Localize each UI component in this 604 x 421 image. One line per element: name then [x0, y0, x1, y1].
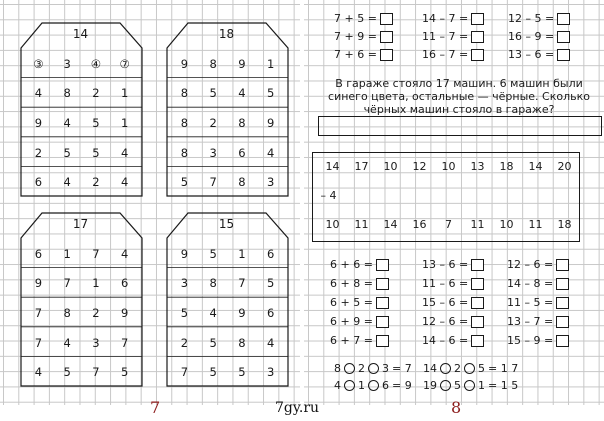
table-cell: 14 — [383, 218, 398, 231]
house-cell: 5 — [209, 365, 217, 380]
table-cell: 10 — [441, 160, 456, 173]
comparison-number: 19 — [423, 379, 437, 392]
answer-box[interactable] — [557, 31, 570, 43]
house-cell: 3 — [209, 145, 217, 160]
equation — [330, 277, 389, 290]
equation — [507, 277, 569, 290]
house-cell: 8 — [209, 276, 217, 291]
table-cell: 11 — [470, 218, 485, 231]
answer-box[interactable] — [376, 297, 389, 309]
equation — [507, 296, 569, 309]
house-number-grid — [170, 49, 285, 197]
house-cell: 7 — [209, 175, 217, 190]
house-cell: 7 — [34, 305, 43, 320]
page-number-right: 8 — [451, 398, 462, 417]
house-cell: 7 — [120, 335, 129, 350]
equation-text: 7 + 6 = — [334, 48, 377, 61]
comparison-row — [334, 379, 412, 392]
house-cell: 8 — [238, 115, 246, 130]
answer-box[interactable] — [471, 297, 484, 309]
house-cell: 5 — [120, 365, 129, 380]
comparison-number: 1 — [478, 379, 485, 392]
equation-text: 13 – 7 = — [507, 315, 554, 328]
house-cell: 5 — [209, 335, 217, 350]
answer-box[interactable] — [376, 278, 389, 290]
comparison-row — [423, 362, 518, 375]
answer-box[interactable] — [380, 49, 393, 61]
house-cell: 9 — [34, 115, 43, 130]
house-cell: 7 — [180, 365, 189, 380]
comparison-number: = 1 5 — [488, 379, 519, 392]
equation-text: 14 – 6 = — [422, 334, 469, 347]
table-cell: 20 — [557, 160, 572, 173]
house-cell: 2 — [209, 115, 217, 130]
answer-box[interactable] — [376, 316, 389, 328]
equation-text: 13 – 6 = — [508, 48, 555, 61]
house-cell: 1 — [238, 246, 246, 261]
house-cell: 5 — [92, 115, 100, 130]
comparison-number: 1 — [358, 379, 365, 392]
equation — [507, 315, 569, 328]
table-cell: 7 — [445, 218, 452, 231]
house-cell: 9 — [266, 115, 275, 130]
house-cell: 1 — [266, 56, 275, 71]
answer-box[interactable] — [556, 297, 569, 309]
house-roof-number: 18 — [218, 27, 235, 41]
page-number-left: 7 — [150, 398, 161, 417]
house-cell: 4 — [238, 86, 246, 101]
answer-box[interactable] — [380, 13, 393, 25]
house-cell: 8 — [180, 115, 189, 130]
comparison-number: 5 — [454, 379, 461, 392]
house-cell: 5 — [266, 86, 275, 101]
answer-box[interactable] — [557, 13, 570, 25]
house-cell: 6 — [120, 276, 129, 291]
house-number-grid — [170, 239, 285, 387]
equation-text: 16 – 9 = — [508, 30, 555, 43]
table-cell: 14 — [528, 160, 543, 173]
answer-box[interactable] — [471, 49, 484, 61]
equation-text: 12 – 6 = — [422, 315, 469, 328]
equation-text: 6 + 6 = — [330, 258, 373, 271]
house-cell: 4 — [266, 145, 275, 160]
house-cell: 8 — [63, 305, 71, 320]
house-cell: 7 — [92, 246, 100, 261]
equation-text: 11 – 5 = — [507, 296, 554, 309]
equation — [422, 334, 484, 347]
table-row — [318, 218, 579, 231]
comparison-number: 2 — [358, 362, 365, 375]
equation-text: 11 – 7 = — [422, 30, 469, 43]
equation — [422, 296, 484, 309]
house-cell: ④ — [90, 56, 102, 71]
house-cell: 7 — [63, 276, 71, 291]
house-cell: 9 — [180, 56, 189, 71]
sign-circle[interactable] — [368, 363, 379, 374]
answer-box[interactable] — [556, 316, 569, 328]
equation-text: 6 + 9 = — [330, 315, 373, 328]
sign-circle[interactable] — [440, 363, 451, 374]
house-roof-number: 14 — [72, 27, 89, 41]
table-cell: 10 — [383, 160, 398, 173]
house-cell: 5 — [209, 246, 217, 261]
house-cell: 9 — [238, 305, 246, 320]
comparison-row — [423, 379, 518, 392]
house-number-grid — [24, 239, 139, 387]
equation — [422, 315, 484, 328]
house-cell: 1 — [120, 115, 129, 130]
house-cell: 5 — [238, 365, 246, 380]
table-cell: 11 — [354, 218, 369, 231]
house-cell: 5 — [209, 86, 217, 101]
equation — [330, 315, 389, 328]
sign-circle[interactable] — [464, 380, 475, 391]
answer-box[interactable] — [471, 31, 484, 43]
comparison-number: 4 — [334, 379, 341, 392]
equation-text: 12 – 6 = — [507, 258, 554, 271]
site-watermark: 7gy.ru — [275, 400, 320, 416]
house-cell: 5 — [266, 276, 275, 291]
answer-box[interactable] — [376, 259, 389, 271]
house-cell: 9 — [34, 276, 43, 291]
house-cell: 3 — [266, 175, 275, 190]
house-cell: ③ — [33, 56, 44, 71]
sign-circle[interactable] — [440, 380, 451, 391]
word-problem-text: В гараже стояло 17 машин. 6 машин были синего цвета, остальные — чёрные. Сколько чёрных машин стояло в гараже? — [328, 77, 590, 116]
equation — [334, 12, 393, 25]
equation — [422, 12, 484, 25]
house-cell: 3 — [180, 276, 189, 291]
equation — [422, 30, 484, 43]
house-cell: 8 — [209, 56, 217, 71]
table-cell: 10 — [499, 218, 514, 231]
house-cell: 6 — [266, 305, 275, 320]
equation — [334, 30, 393, 43]
sign-circle[interactable] — [368, 380, 379, 391]
equation-text: 15 – 9 = — [507, 334, 554, 347]
equation-text: 12 – 5 = — [508, 12, 555, 25]
house-cell: 4 — [120, 175, 129, 190]
comparison-number: 3 — [382, 362, 389, 375]
house-cell: 5 — [180, 175, 189, 190]
equation-text: 6 + 5 = — [330, 296, 373, 309]
house-cell: 4 — [63, 175, 71, 190]
equation — [422, 258, 484, 271]
house-cell: 7 — [238, 276, 246, 291]
table-cell: 14 — [325, 160, 340, 173]
answer-box[interactable] — [471, 13, 484, 25]
house-cell: 1 — [63, 246, 71, 261]
house-cell: 4 — [209, 305, 217, 320]
table-row — [314, 189, 343, 202]
house-cell: 4 — [63, 335, 71, 350]
house-cell: 2 — [92, 305, 100, 320]
house-cell: 8 — [238, 175, 246, 190]
answer-box[interactable] — [471, 278, 484, 290]
table-cell: 13 — [470, 160, 485, 173]
equation — [508, 12, 570, 25]
answer-field[interactable] — [318, 116, 602, 136]
equation-text: 14 – 8 = — [507, 277, 554, 290]
house-cell: 2 — [92, 175, 100, 190]
equation-text: 13 – 6 = — [422, 258, 469, 271]
house-cell: 8 — [180, 86, 189, 101]
table-row — [318, 160, 579, 173]
comparison-number: 8 — [334, 362, 341, 375]
house-cell: 8 — [63, 86, 71, 101]
house-roof-number: 15 — [218, 217, 235, 231]
sign-circle[interactable] — [464, 363, 475, 374]
comparison-row — [334, 362, 412, 375]
equation-text: 7 + 9 = — [334, 30, 377, 43]
house-cell: 6 — [238, 145, 246, 160]
table-cell: 12 — [412, 160, 427, 173]
house-cell: 4 — [34, 365, 43, 380]
house-roof-number: 17 — [72, 217, 89, 231]
answer-box[interactable] — [380, 31, 393, 43]
table-cell: 17 — [354, 160, 369, 173]
house-cell: 5 — [92, 145, 100, 160]
equation — [508, 30, 570, 43]
equation — [507, 334, 569, 347]
house-cell: 1 — [92, 276, 100, 291]
equation-text: 15 – 6 = — [422, 296, 469, 309]
answer-box[interactable] — [556, 259, 569, 271]
house-cell: 5 — [63, 365, 71, 380]
house-cell: 5 — [180, 305, 189, 320]
house-cell: 4 — [63, 115, 71, 130]
equation — [422, 48, 484, 61]
house-cell: 8 — [238, 335, 246, 350]
house-cell: 6 — [34, 246, 43, 261]
house-cell: 4 — [34, 86, 43, 101]
table-cell: 18 — [557, 218, 572, 231]
sign-circle[interactable] — [344, 363, 355, 374]
table-cell: 11 — [528, 218, 543, 231]
comparison-number: = 7 — [392, 362, 412, 375]
table-cell: 18 — [499, 160, 514, 173]
house-cell: ⑦ — [119, 56, 130, 71]
answer-box[interactable] — [557, 49, 570, 61]
equation — [330, 258, 389, 271]
comparison-number: = 1 7 — [488, 362, 519, 375]
answer-box[interactable] — [556, 278, 569, 290]
equation — [330, 296, 389, 309]
equation-text: 16 – 7 = — [422, 48, 469, 61]
comparison-number: 6 — [382, 379, 389, 392]
house-cell: 6 — [34, 175, 43, 190]
answer-box[interactable] — [471, 259, 484, 271]
equation-text: 14 – 7 = — [422, 12, 469, 25]
house-cell: 6 — [266, 246, 275, 261]
comparison-number: = 9 — [392, 379, 412, 392]
equation — [334, 48, 393, 61]
equation-text: 6 + 7 = — [330, 334, 373, 347]
house-cell: 7 — [34, 335, 43, 350]
answer-box[interactable] — [471, 335, 484, 347]
table-cell: 10 — [325, 218, 340, 231]
house-cell: 8 — [180, 145, 189, 160]
equation — [330, 334, 389, 347]
house-cell: 3 — [92, 335, 100, 350]
answer-box[interactable] — [556, 335, 569, 347]
house-cell: 4 — [120, 145, 129, 160]
house-cell: 9 — [180, 246, 189, 261]
answer-box[interactable] — [376, 335, 389, 347]
house-cell: 5 — [63, 145, 71, 160]
house-cell: 3 — [63, 56, 71, 71]
equation-text: 6 + 8 = — [330, 277, 373, 290]
comparison-number: 14 — [423, 362, 437, 375]
sign-circle[interactable] — [344, 380, 355, 391]
comparison-number: 5 — [478, 362, 485, 375]
house-cell: 7 — [92, 365, 100, 380]
house-cell: 1 — [120, 86, 129, 101]
table-cell: – 4 — [320, 189, 337, 202]
table-cell: 16 — [412, 218, 427, 231]
equation-text: 11 – 6 = — [422, 277, 469, 290]
equation — [508, 48, 570, 61]
answer-box[interactable] — [471, 316, 484, 328]
house-cell: 4 — [266, 335, 275, 350]
equation — [422, 277, 484, 290]
equation — [507, 258, 569, 271]
house-cell: 2 — [92, 86, 100, 101]
comparison-number: 2 — [454, 362, 461, 375]
house-cell: 4 — [120, 246, 129, 261]
house-cell: 2 — [34, 145, 43, 160]
equation-text: 7 + 5 = — [334, 12, 377, 25]
house-cell: 3 — [266, 365, 275, 380]
house-cell: 2 — [180, 335, 189, 350]
house-number-grid — [24, 49, 139, 197]
house-cell: 9 — [238, 56, 246, 71]
house-cell: 9 — [120, 305, 129, 320]
